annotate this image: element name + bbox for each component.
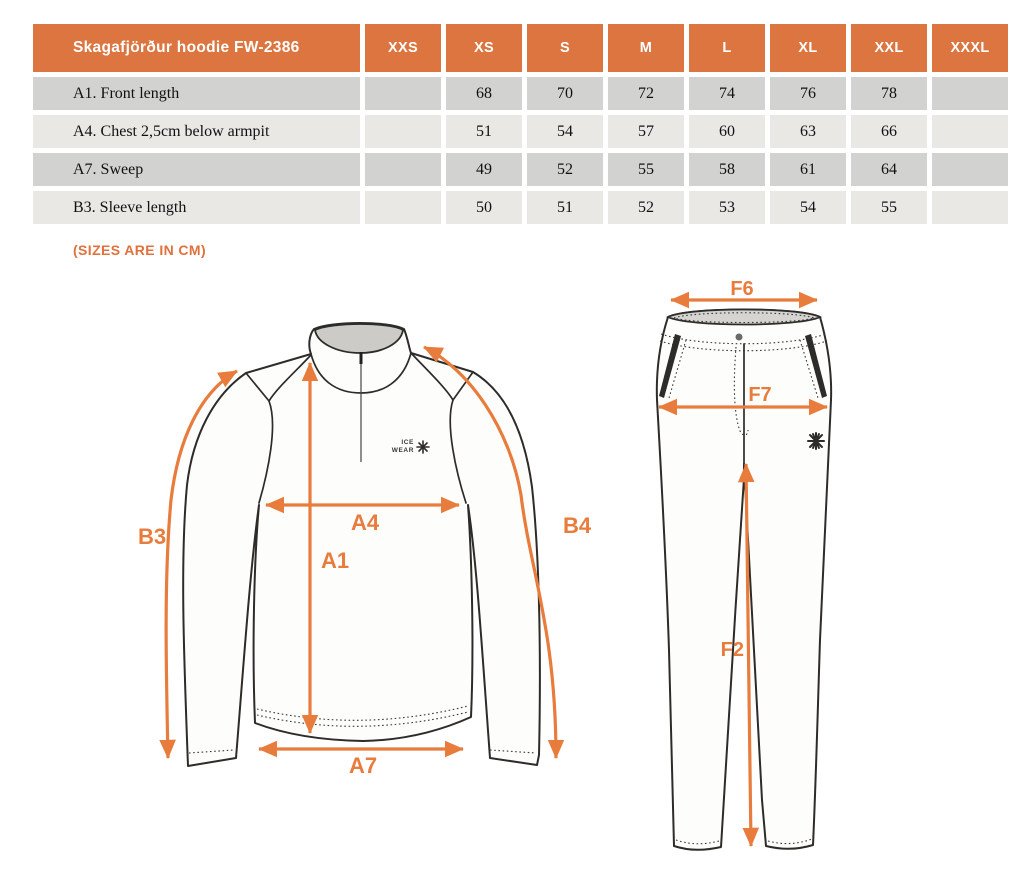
- size-header-m: M: [608, 24, 684, 72]
- size-cell: 51: [446, 115, 522, 148]
- snowflake-icon: [808, 433, 824, 449]
- size-cell: 72: [608, 77, 684, 110]
- size-header-l: L: [689, 24, 765, 72]
- front-length-label: A1: [321, 548, 350, 573]
- size-cell: 63: [770, 115, 846, 148]
- size-cell: [932, 191, 1008, 224]
- size-cell: 58: [689, 153, 765, 186]
- size-cell: 54: [770, 191, 846, 224]
- row-label: B3. Sleeve length: [33, 191, 360, 224]
- waist-label: F6: [730, 278, 754, 300]
- inseam-label: F2: [720, 639, 744, 661]
- table-title: Skagafjörður hoodie FW-2386: [33, 24, 360, 72]
- size-header-xxl: XXL: [851, 24, 927, 72]
- size-cell: [932, 77, 1008, 110]
- size-cell: 60: [689, 115, 765, 148]
- size-cell: [365, 153, 441, 186]
- size-cell: 70: [527, 77, 603, 110]
- size-cell: 57: [608, 115, 684, 148]
- waist-button: [736, 334, 743, 341]
- size-header-xs: XS: [446, 24, 522, 72]
- sweep-label: A7: [348, 753, 378, 778]
- sizes-note: (SIZES ARE IN CM): [73, 242, 207, 258]
- size-cell: [365, 115, 441, 148]
- size-cell: 76: [770, 77, 846, 110]
- size-cell: 74: [689, 77, 765, 110]
- size-cell: 52: [608, 191, 684, 224]
- size-cell: 50: [446, 191, 522, 224]
- size-cell: [932, 153, 1008, 186]
- size-cell: 78: [851, 77, 927, 110]
- pants-measurement-diagram: [628, 278, 868, 878]
- row-label: A1. Front length: [33, 77, 360, 110]
- size-cell: 55: [608, 153, 684, 186]
- right-sleeve-label: B4: [562, 513, 592, 538]
- size-header-xl: XL: [770, 24, 846, 72]
- size-cell: 53: [689, 191, 765, 224]
- hoodie-measurement-diagram: [128, 288, 608, 788]
- size-cell: 54: [527, 115, 603, 148]
- size-header-xxs: XXS: [365, 24, 441, 72]
- row-label: A7. Sweep: [33, 153, 360, 186]
- size-cell: 64: [851, 153, 927, 186]
- size-cell: 55: [851, 191, 927, 224]
- size-cell: 52: [527, 153, 603, 186]
- size-cell: 61: [770, 153, 846, 186]
- size-cell: 68: [446, 77, 522, 110]
- size-cell: [932, 115, 1008, 148]
- logo-text-wear: WEAR: [391, 447, 414, 454]
- hip-label: F7: [748, 384, 772, 406]
- chest-label: A4: [350, 510, 380, 535]
- logo-text-ice: ICE: [401, 439, 414, 446]
- size-cell: [365, 191, 441, 224]
- size-cell: [365, 77, 441, 110]
- size-cell: 49: [446, 153, 522, 186]
- size-header-s: S: [527, 24, 603, 72]
- size-header-xxxl: XXXL: [932, 24, 1008, 72]
- size-cell: 66: [851, 115, 927, 148]
- snowflake-icon: [417, 441, 429, 453]
- left-sleeve-label: B3: [137, 524, 167, 549]
- size-cell: 51: [527, 191, 603, 224]
- size-table: [33, 24, 1008, 224]
- row-label: A4. Chest 2,5cm below armpit: [33, 115, 360, 148]
